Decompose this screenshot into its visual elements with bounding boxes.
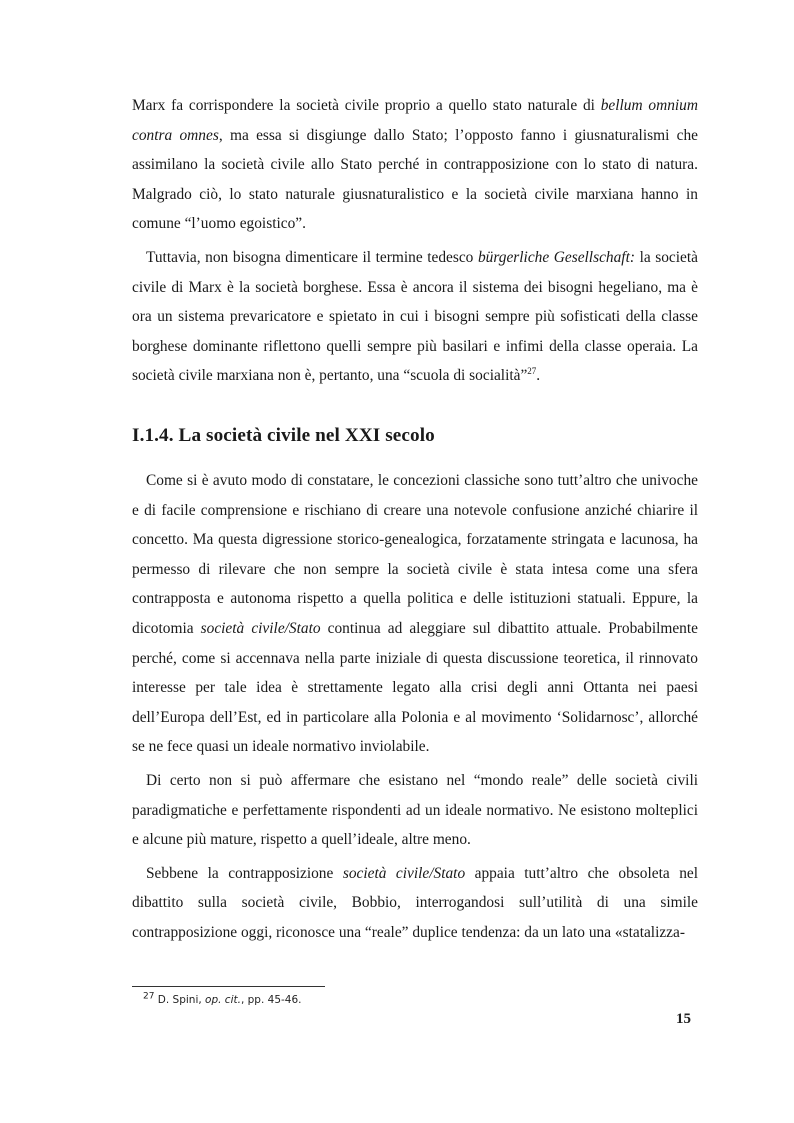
text-run: appaia tutt’altro che obsoleta nel dibattito sulla società civile, Bobbio, interrogandosi sull’utilità di una simile contrapposizione oggi, riconosce una “reale” duplice tendenza: da un lato una «statalizza- xyxy=(132,864,698,941)
footnote-pages: , pp. 45-46. xyxy=(240,994,302,1006)
section-heading: I.1.4. La società civile nel XXI secolo xyxy=(132,425,435,446)
paragraph-5 xyxy=(132,859,698,948)
footnote-number: 27 xyxy=(143,991,155,1002)
italic-run: bürgerliche Gesellschaft: xyxy=(477,248,635,266)
italic-run: società civile/Stato xyxy=(200,619,321,637)
text-run: la società civile di Marx è la società borghese. Essa è ancora il sistema dei bisogni hegeliano, ma è ora un sistema prevaricatore e spietato in cui i bisogni sempre più sofisticati della classe borghese dominante riflettono quelli sempre più basilari e infimi della classe operaia. La società civile marxiana non è, pertanto, una “scuola di socialità” xyxy=(132,248,698,385)
body-text-top xyxy=(132,91,698,391)
page-number: 15 xyxy=(676,1011,691,1027)
text-run: Sebbene la contrapposizione xyxy=(146,864,343,882)
paragraph-3 xyxy=(132,466,698,762)
text-run: continua ad aleggiare sul dibattito attuale. Probabilmente perché, come si accennava nella parte iniziale di questa discussione teoretica, il rinnovato interesse per tale idea è strettamente legato alla crisi degli anni Ottanta nei paesi dell’Europa dell’Est, ed in particolare alla Polonia e al movimento ‘Solidarnosc’, allorché se ne fece quasi un ideale normativo inviolabile. xyxy=(132,619,698,756)
text-run: Tuttavia, non bisogna dimenticare il termine tedesco xyxy=(146,248,478,266)
italic-run: società civile/Stato xyxy=(342,864,466,882)
text-run: . xyxy=(536,367,541,385)
footnote xyxy=(143,991,302,1006)
footnote-citation: op. cit. xyxy=(205,994,241,1006)
footnote-divider xyxy=(132,986,325,987)
paragraph-2 xyxy=(132,243,698,391)
footnote-author: D. Spini, xyxy=(154,994,206,1006)
footnote-ref[interactable]: 27 xyxy=(527,366,537,377)
italic-run: bellum omnium contra omnes xyxy=(132,97,698,144)
text-run: , ma essa si disgiunge dallo Stato; l’opposto fanno i giusnaturalismi che assimilano la società civile allo Stato perché in contrapposizione con lo stato di natura. Malgrado ciò, lo stato naturale giusnaturalistico e la società civile marxiana hanno in comune “l’uomo egoistico”. xyxy=(132,126,699,233)
paragraph-4: Di certo non si può affermare che esistano nel “mondo reale” delle società civili paradigmatiche e perfettamente rispondenti ad un ideale normativo. Ne esistono molteplici e alcune più mature, rispetto a quell’ideale, altre meno. xyxy=(132,771,698,849)
body-text-section xyxy=(132,466,698,948)
text-run: Marx fa corrispondere la società civile proprio a quello stato naturale di xyxy=(132,97,601,114)
paragraph-1 xyxy=(132,91,698,239)
text-run: Come si è avuto modo di constatare, le concezioni classiche sono tutt’altro che univoche e di facile comprensione e rischiano di creare una notevole confusione anziché chiarire il concetto. Ma questa digressione storico-genealogica, forzatamente stringata e lacunosa, ha permesso di rilevare che non sempre la società civile è stata intesa come una sfera contrapposta e autonoma rispetto a quella politica e delle istituzioni statuali. Eppure, la dicotomia xyxy=(132,472,698,637)
